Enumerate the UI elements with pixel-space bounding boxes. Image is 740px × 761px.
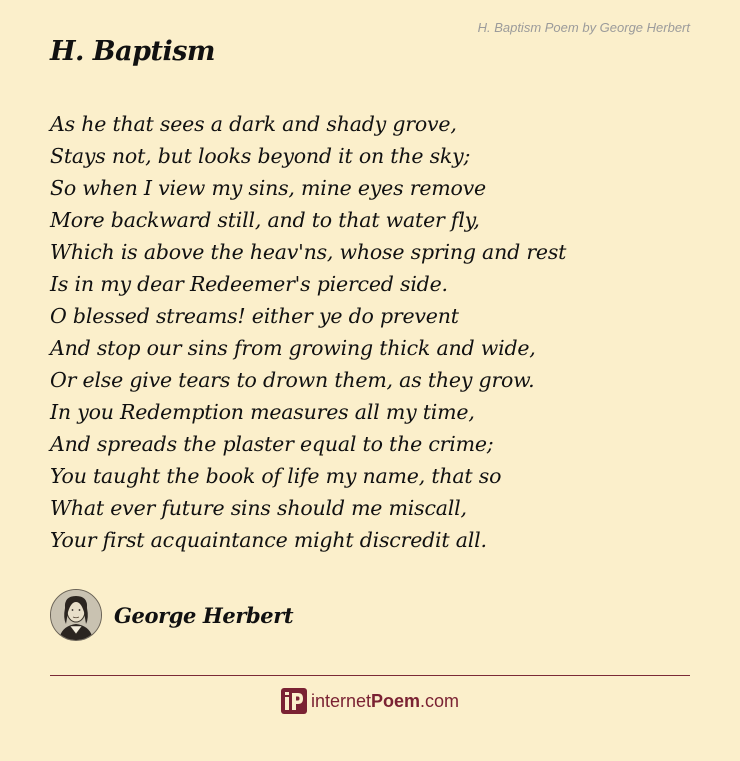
author-avatar[interactable] — [50, 589, 102, 641]
poem-line: Stays not, but looks beyond it on the sky; — [50, 144, 471, 168]
poem-line: Which is above the heav'ns, whose spring and rest — [50, 240, 567, 264]
poem-line: And spreads the plaster equal to the crime; — [50, 432, 494, 456]
poem-line: Or else give tears to drown them, as they grow. — [50, 368, 535, 392]
poem-line: In you Redemption measures all my time, — [50, 400, 475, 424]
poem-line: What ever future sins should me miscall, — [50, 496, 467, 520]
poem-credit: H. Baptism Poem by George Herbert — [477, 20, 690, 35]
logo-text-com: .com — [420, 690, 460, 711]
logo-text-internet: internet — [310, 690, 371, 711]
logo-text-poem: Poem — [371, 690, 421, 711]
poem-line: So when I view my sins, mine eyes remove — [50, 176, 486, 200]
internetpoem-logo-icon — [281, 688, 307, 714]
poem-line: Your first acquaintance might discredit all. — [50, 528, 487, 552]
poem-body — [50, 108, 700, 556]
poem-title: H. Baptism — [50, 36, 216, 67]
author-name[interactable]: George Herbert — [114, 602, 294, 628]
poem-line: More backward still, and to that water fly, — [50, 208, 480, 232]
author-block[interactable] — [50, 589, 293, 641]
poem-line: Is in my dear Redeemer's pierced side. — [50, 272, 448, 296]
footer-divider — [50, 675, 690, 676]
poem-line: As he that sees a dark and shady grove, — [50, 112, 457, 136]
poem-line: You taught the book of life my name, that so — [50, 464, 502, 488]
site-logo[interactable] — [0, 688, 740, 714]
poem-line: O blessed streams! either ye do prevent — [50, 304, 459, 328]
author-portrait-icon — [51, 590, 101, 640]
poem-line: And stop our sins from growing thick and wide, — [50, 336, 536, 360]
